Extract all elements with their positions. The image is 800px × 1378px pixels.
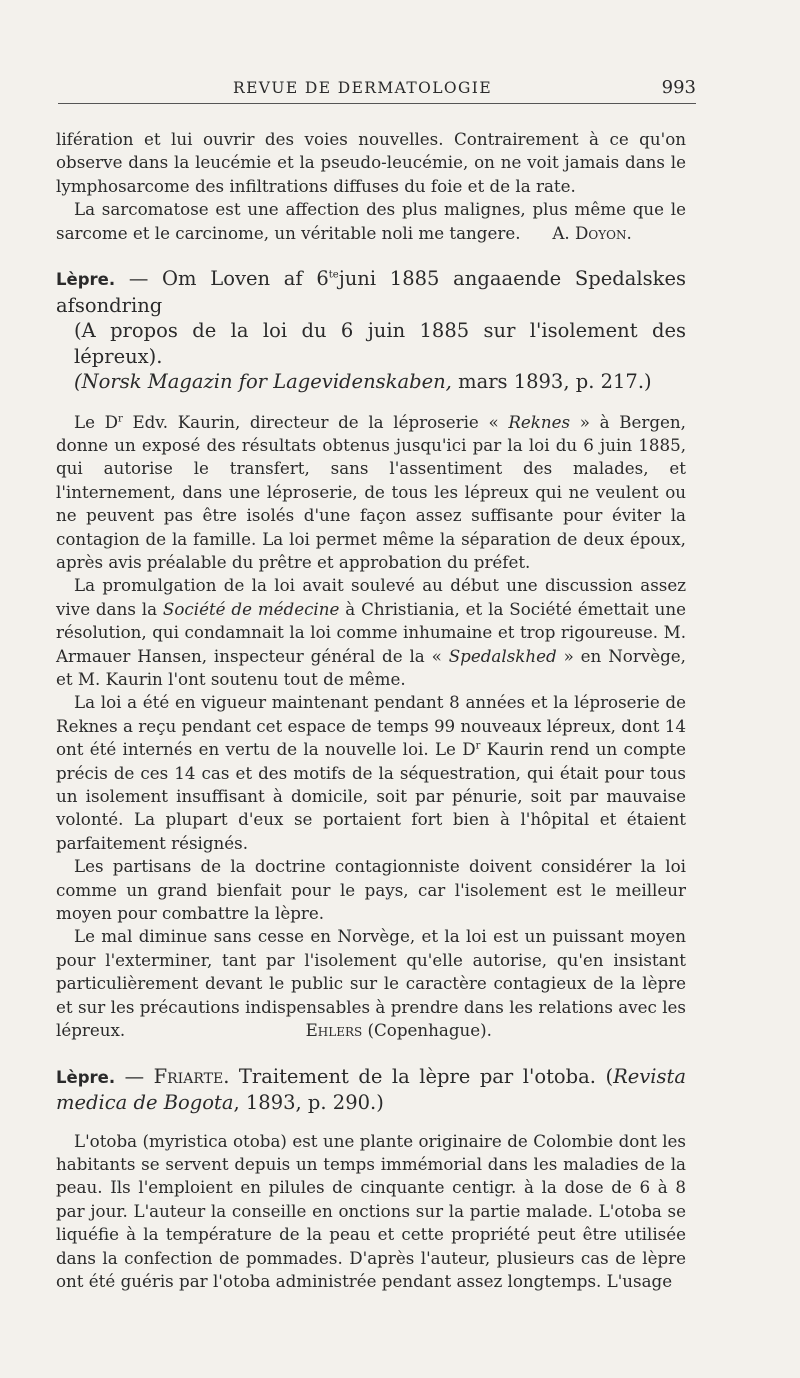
intro-paragraph-2 — [56, 198, 686, 245]
entry1-p3-b: Kaurin rend un compte précis de ces 14 cas et des motifs de la séquestration, qui était pour tous un isolement insuffisant à domicile, soit par pénurie, soit par mauvaise volonté. La plupart d'eux se portaient fort bien à l'hôpital et étaient parfaitement résignés. — [56, 739, 686, 853]
entry1-title-line2: (A propos de la loi du 6 juin 1885 sur l'isolement des lépreux). — [74, 319, 686, 368]
page-number: 993 — [661, 77, 696, 98]
entry1-p3-a: La loi a été en vigueur maintenant pendant 8 années et la léproserie de Reknes a reçu pendant cet espace de temps 99 nouveaux lépreux, dont 14 ont été internés en vertu de la nouvelle loi. Le D — [56, 692, 686, 760]
entry1-p2-a: La promulgation de la loi avait soulevé au début une discussion assez vive dans la — [56, 575, 686, 619]
entry2-title — [56, 1064, 686, 1116]
entry1-p1-b: Edv. Kaurin, directeur de la léproserie « — [122, 411, 509, 432]
running-title: REVUE DE DERMATOLOGIE — [233, 79, 493, 97]
entry1-p1-a: Le D — [74, 411, 118, 432]
spacer — [56, 1116, 686, 1130]
entry1-paragraph-5 — [56, 925, 686, 1042]
spacer — [56, 395, 686, 411]
entry1-p2-b: à Christiania, et la Société émettait une résolution, qui condamnait la loi comme inhumaine et trop rigoureuse. M. Armauer Hansen, inspecteur général de la « — [56, 598, 686, 666]
entry1-p2-italic-2: Spedalskhed — [448, 645, 557, 666]
spacer — [56, 245, 686, 266]
entry1-p1-italic: Reknes — [508, 411, 571, 432]
entry1-section-label: Lèpre. — [56, 270, 116, 290]
entry1-p3-sup: r — [475, 740, 481, 752]
entry1-title — [56, 266, 686, 395]
entry2-author: Friarte — [153, 1064, 224, 1088]
entry1-paragraph-1 — [56, 411, 686, 575]
entry1-journal: (Norsk Magazin for Lagevidenskaben, — [74, 370, 452, 394]
entry2-journal: Revista medica de Bogota — [56, 1064, 687, 1114]
entry1-title-sup: te — [328, 269, 339, 281]
page-header — [58, 77, 696, 104]
page-body — [56, 128, 686, 1293]
entry1-p1-c: » à Bergen, donne un exposé des résultats obtenus jusqu'ici par la loi du 6 juin 1885, qui autorise le transfert, sans l'assentiment des malades, et l'internement, dans une léproserie, de tous les lépreux qui ne veulent ou ne peuvent pas être isolés d'une façon assez suffisante pour éviter la contagion de la famille. La loi permet même la séparation de deux époux, après avis préalable du prêtre et approbation du préfet. — [56, 411, 686, 572]
entry1-p2-c: » en Norvège, et M. Kaurin l'ont soutenu tout de même. — [56, 645, 686, 689]
entry1-paragraph-4: Les partisans de la doctrine contagionniste doivent considérer la loi comme un grand bienfait pour le pays, car l'isolement est le meilleur moyen pour combattre la lèpre. — [56, 856, 686, 924]
entry2-journal-ref: , 1893, p. 290.) — [233, 1091, 384, 1114]
intro-author: A. Doyon. — [552, 222, 632, 243]
entry2-title-text: . Traitement de la lèpre par l'otoba. ( — [223, 1064, 614, 1088]
entry2-dash: — — [115, 1064, 154, 1088]
entry2-section-label: Lèpre. — [56, 1067, 116, 1087]
entry1-author: Ehlers — [305, 1020, 363, 1041]
entry1-p2-italic: Société de médecine — [162, 598, 340, 619]
entry1-journal-ref: mars 1893, p. 217.) — [451, 370, 652, 394]
spacer — [56, 1043, 686, 1064]
intro-paragraph-1: lifération et lui ouvrir des voies nouvelles. Contrairement à ce qu'on observe dans la leucémie et la pseudo-leucémie, on ne voit jamais dans le lymphosarcome des infiltrations diffuses du foie et de la rate. — [56, 129, 686, 196]
entry1-p1-sup: r — [118, 412, 123, 424]
entry1-paragraph-2 — [56, 574, 686, 691]
entry1-title-a: — Om Loven af 6 — [115, 267, 329, 291]
entry1-title-b: juni 1885 angaaende Spedalskes afsondring — [56, 267, 686, 317]
entry1-paragraph-3 — [56, 691, 686, 855]
entry2-paragraph-1: L'otoba (myristica otoba) est une plante originaire de Colombie dont les habitants se servent depuis un temps immémorial dans les maladies de la peau. Ils l'emploient en pilules de cinquante centigr. à la dose de 6 à 8 par jour. L'auteur la conseille en onctions sur la partie malade. L'otoba se liquéfie à la température de la peau et cette propriété peut être utilisée dans la confection de pommades. D'après l'auteur, plusieurs cas de lèpre ont été guéris par l'otoba administrée pendant assez longtemps. L'usage — [56, 1130, 686, 1291]
entry1-p5-text: Le mal diminue sans cesse en Norvège, et la loi est un puissant moyen pour l'exterminer, tant par l'isolement qu'elle autorise, qu'en insistant particulièrement devant le public sur le caractère contagieux de la lèpre et sur les précautions indispensables à prendre dans les relations avec les lépreux. — [56, 926, 686, 1041]
intro-paragraph-2-text: La sarcomatose est une affection des plus malignes, plus même que le sarcome et le carcinome, un véritable noli me tangere. — [56, 199, 686, 243]
entry1-author-place: (Copenhague). — [362, 1020, 492, 1041]
